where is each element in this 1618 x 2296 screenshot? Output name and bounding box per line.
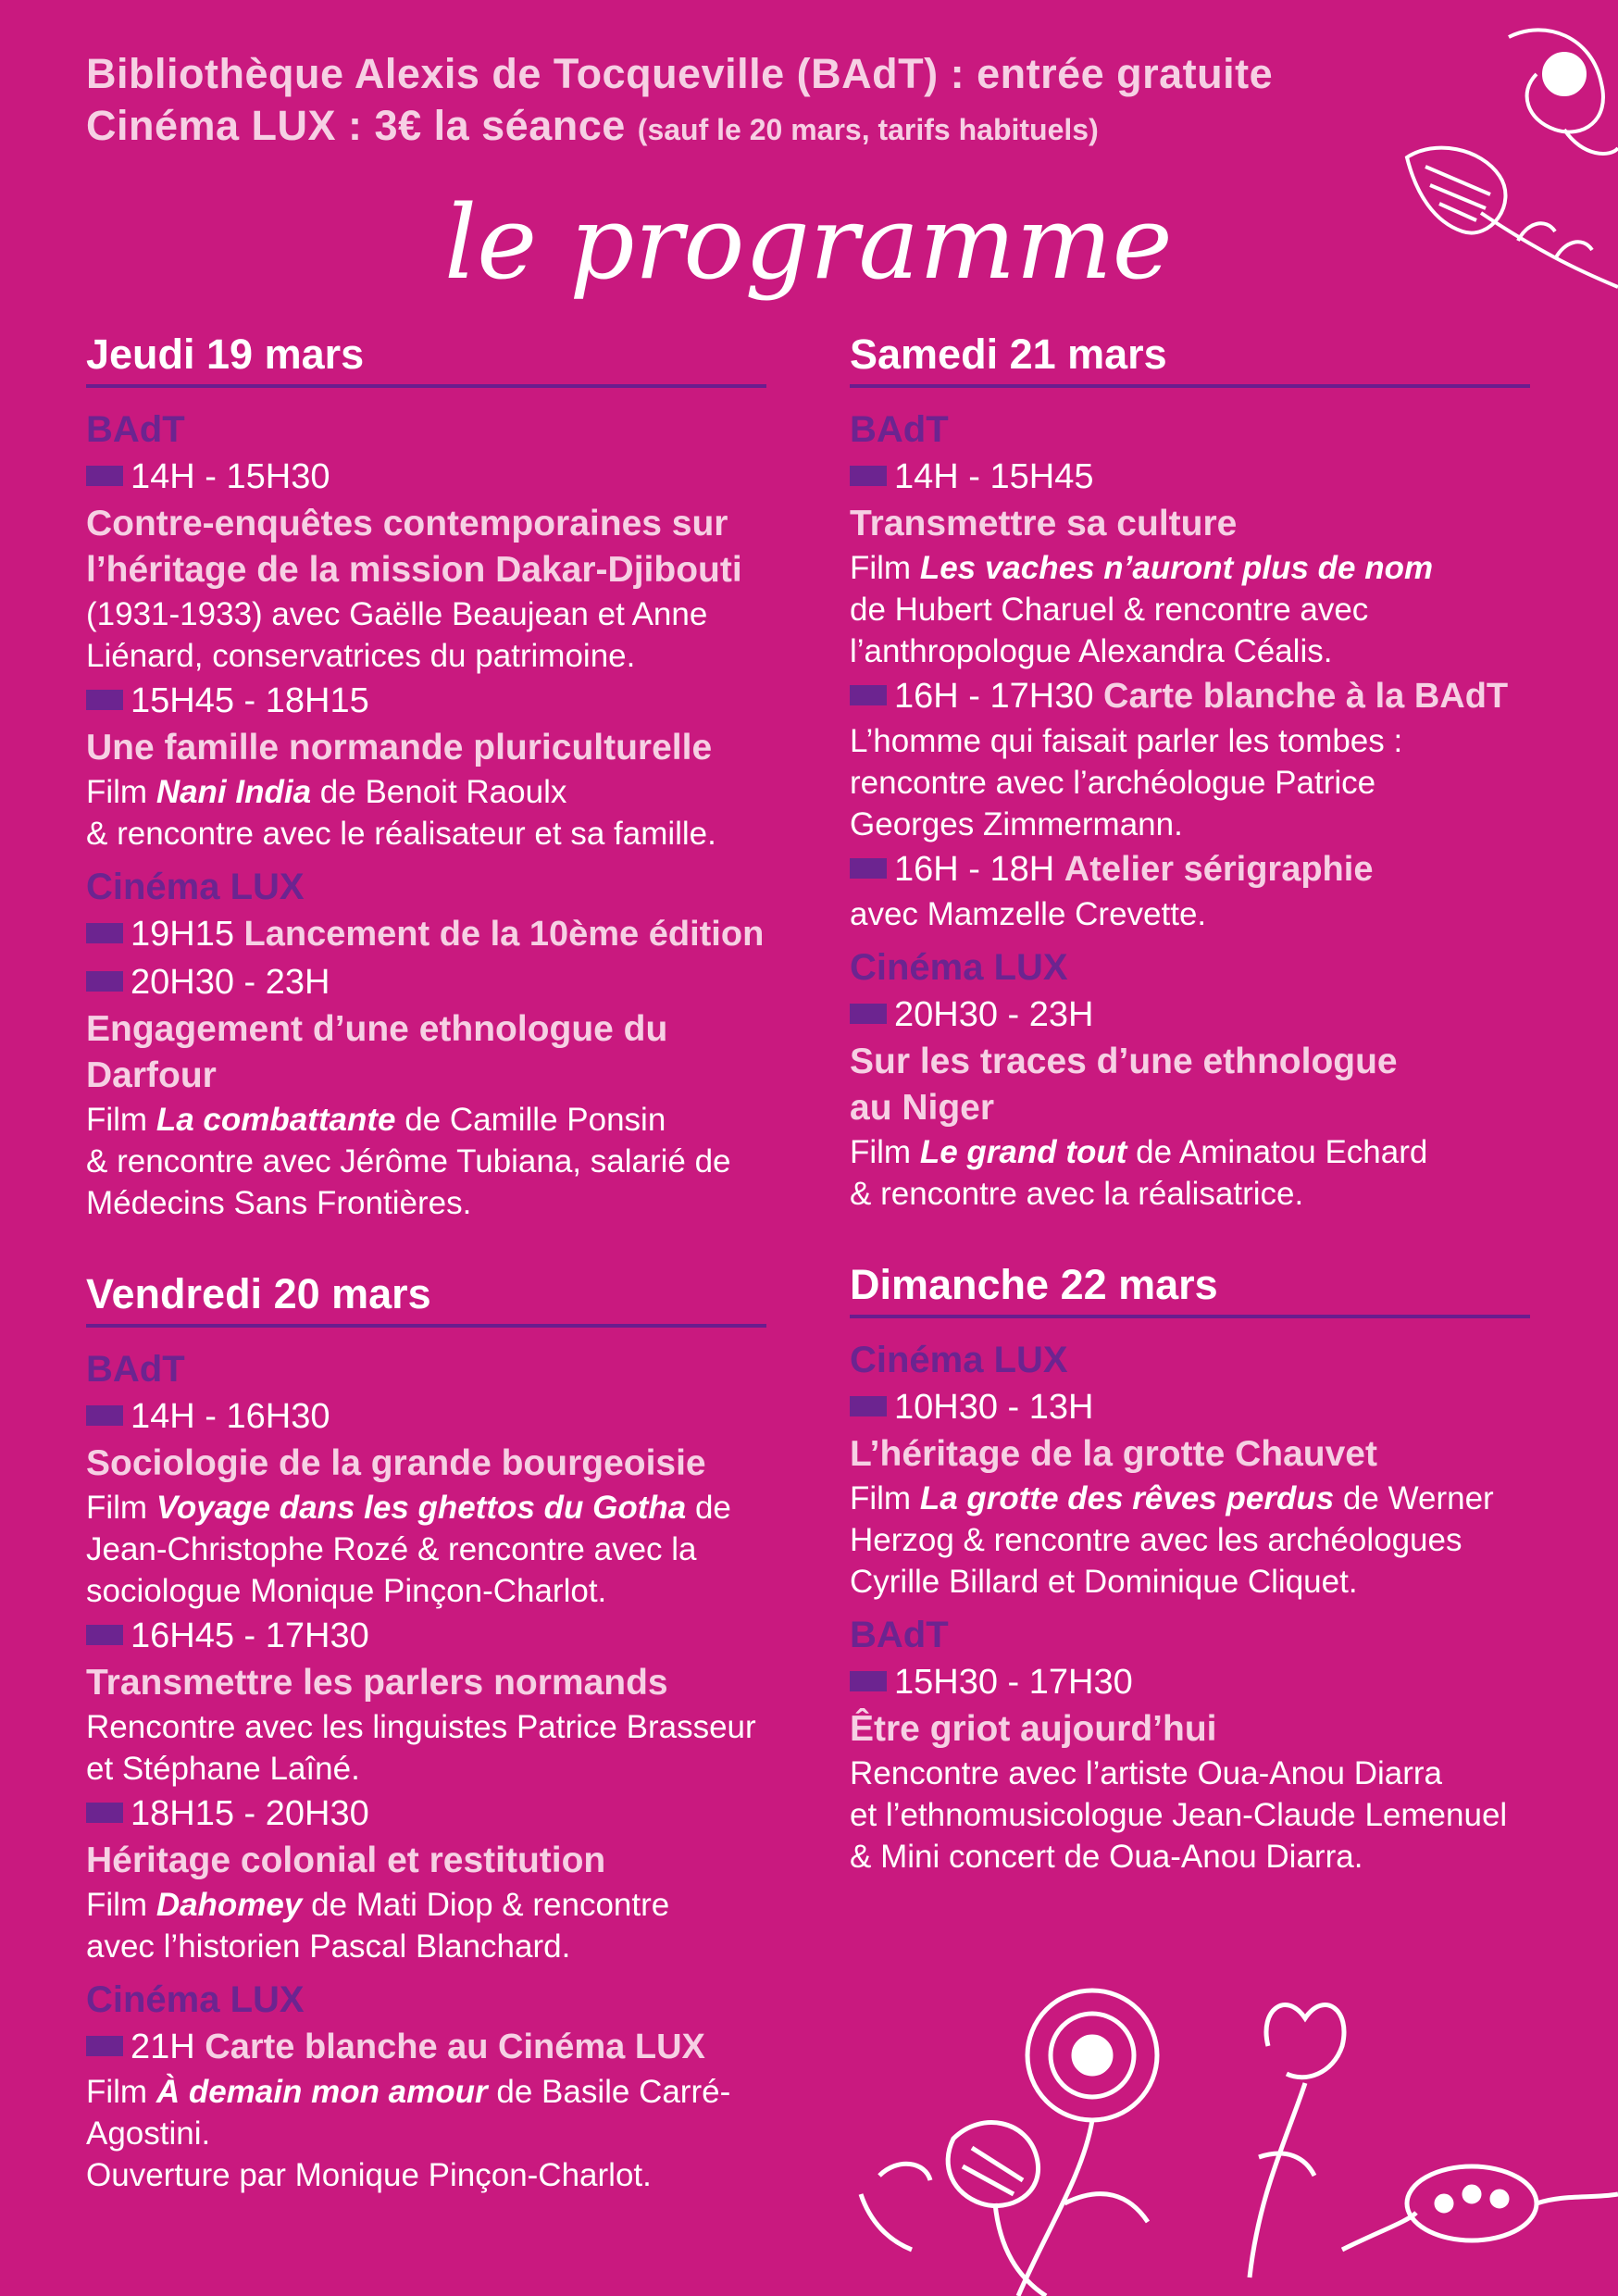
event-time: [850, 845, 1530, 893]
cinema-price: Cinéma LUX : 3€ la séance: [86, 102, 626, 149]
film-suffix: de: [686, 1490, 731, 1526]
venue-label: Cinéma LUX: [86, 867, 305, 907]
event-title: Sur les traces d’une ethnologue: [850, 1042, 1398, 1081]
event-description: & rencontre avec la réalisatrice.: [850, 1176, 1304, 1212]
event-title: Être griot aujourd’hui: [850, 1709, 1217, 1749]
event-description: & rencontre avec le réalisateur et sa famille.: [86, 816, 716, 852]
event-description: avec l’historien Pascal Blanchard.: [86, 1928, 571, 1965]
film-prefix: Film: [850, 550, 920, 586]
header-line-library: Bibliothèque Alexis de Tocqueville (BAdT) : entrée gratuite: [86, 50, 1274, 97]
time-text: 16H45 - 17H30: [131, 1616, 369, 1655]
time-text: 18H15 - 20H30: [131, 1794, 369, 1833]
film-prefix: Film: [86, 1490, 156, 1526]
film-prefix: Film: [86, 1887, 156, 1923]
event-description: Jean-Christophe Rozé & rencontre avec la: [86, 1531, 697, 1567]
event-description: sociologue Monique Pinçon-Charlot.: [86, 1573, 607, 1609]
event-title: Engagement d’une ethnologue du Darfour: [86, 1009, 668, 1095]
venue-label: BAdT: [850, 1615, 949, 1655]
film-suffix: de Aminatou Echard: [1126, 1134, 1428, 1170]
venue-label: BAdT: [86, 1349, 185, 1390]
event-description: Rencontre avec l’artiste Oua-Anou Diarra: [850, 1755, 1443, 1791]
film-suffix: de Mati Diop & rencontre: [302, 1887, 670, 1923]
time-marker-icon: [86, 466, 123, 486]
film-suffix: de Camille Ponsin: [395, 1102, 666, 1138]
time-text: 14H - 16H30: [131, 1397, 330, 1436]
time-marker-icon: [850, 858, 887, 879]
event-description: Médecins Sans Frontières.: [86, 1185, 472, 1221]
film-title: Le grand tout: [919, 1134, 1127, 1170]
event-description: Rencontre avec les linguistes Patrice Brasseur: [86, 1709, 756, 1745]
event-title: au Niger: [850, 1088, 995, 1128]
time-text: 20H30 - 23H: [131, 963, 330, 1002]
day-heading: Vendredi 20 mars: [86, 1268, 766, 1328]
time-marker-icon: [850, 1004, 887, 1024]
event-description: [86, 1884, 766, 1926]
event-time: [850, 1658, 1530, 1706]
venue-label: Cinéma LUX: [850, 1340, 1068, 1380]
script-title-text: le programme: [444, 183, 1173, 302]
event-time: [86, 1392, 766, 1441]
time-marker-icon: [86, 923, 123, 943]
header: [86, 48, 1419, 156]
event-description: et Stéphane Laîné.: [86, 1751, 360, 1787]
event-title: Contre-enquêtes contemporaines sur: [86, 504, 728, 543]
event-description: [86, 771, 766, 813]
event-description: Herzog & rencontre avec les archéologues: [850, 1522, 1462, 1558]
venue-label: Cinéma LUX: [850, 947, 1068, 988]
event-description: Cyrille Billard et Dominique Cliquet.: [850, 1564, 1358, 1600]
event-time: [86, 958, 766, 1006]
column-right: [850, 329, 1530, 1878]
film-title: Les vaches n’auront plus de nom: [919, 550, 1434, 586]
time-marker-icon: [86, 971, 123, 992]
event-description: & rencontre avec Jérôme Tubiana, salarié de: [86, 1143, 731, 1179]
cinema-price-note: (sauf le 20 mars, tarifs habituels): [637, 113, 1099, 146]
event-title: L’héritage de la grotte Chauvet: [850, 1434, 1377, 1474]
event-description: rencontre avec l’archéologue Patrice: [850, 765, 1376, 801]
event-description: [86, 1099, 766, 1141]
event-title: Lancement de la 10ème édition: [243, 915, 765, 954]
day-heading: Samedi 21 mars: [850, 329, 1530, 388]
event-description: [850, 547, 1530, 589]
event-title: Héritage colonial et restitution: [86, 1841, 606, 1880]
event-description: l’anthropologue Alexandra Céalis.: [850, 633, 1333, 669]
time-marker-icon: [850, 466, 887, 486]
header-line-cinema: [86, 100, 1419, 156]
film-prefix: Film: [86, 1102, 156, 1138]
time-text: 14H - 15H30: [131, 457, 330, 496]
event-description: Agostini.: [86, 2115, 211, 2152]
event-description: de Hubert Charuel & rencontre avec: [850, 592, 1369, 628]
event-title: l’héritage de la mission Dakar-Djibouti: [86, 550, 742, 590]
venue-label: BAdT: [850, 409, 949, 450]
film-prefix: Film: [86, 2074, 156, 2110]
time-text: 10H30 - 13H: [894, 1388, 1094, 1427]
film-suffix: de Werner: [1334, 1480, 1494, 1516]
day-heading: Dimanche 22 mars: [850, 1259, 1530, 1318]
event-description: [86, 2071, 766, 2113]
time-marker-icon: [86, 2036, 123, 2056]
film-title: La grotte des rêves perdus: [919, 1480, 1335, 1516]
event-title: Atelier sérigraphie: [1064, 850, 1374, 889]
film-title: La combattante: [156, 1102, 396, 1138]
event-time: [86, 910, 766, 958]
event-time: [850, 1383, 1530, 1431]
time-marker-icon: [850, 685, 887, 705]
day-heading: Jeudi 19 mars: [86, 329, 766, 388]
time-marker-icon: [850, 1671, 887, 1691]
event-time: [86, 2023, 766, 2071]
event-title: Une famille normande pluriculturelle: [86, 728, 713, 767]
event-title: Carte blanche au Cinéma LUX: [205, 2028, 705, 2066]
event-title: Transmettre les parlers normands: [86, 1663, 668, 1703]
film-title: Voyage dans les ghettos du Gotha: [156, 1490, 687, 1526]
time-marker-icon: [86, 1803, 123, 1823]
event-description: [850, 1131, 1530, 1173]
venue-label: Cinéma LUX: [86, 1979, 305, 2020]
event-description: [850, 1478, 1530, 1519]
event-description: & Mini concert de Oua-Anou Diarra.: [850, 1839, 1363, 1875]
time-text: 19H15: [131, 915, 234, 954]
event-time: [86, 453, 766, 501]
event-time: [86, 677, 766, 725]
flower-illustration-bottom: [824, 1972, 1618, 2296]
event-title: Carte blanche à la BAdT: [1103, 677, 1509, 716]
film-title: À demain mon amour: [156, 2074, 488, 2110]
time-text: 15H30 - 17H30: [894, 1663, 1133, 1702]
time-marker-icon: [850, 1396, 887, 1416]
event-description: (1931-1933) avec Gaëlle Beaujean et Anne: [86, 596, 708, 632]
time-text: 16H - 18H: [894, 850, 1055, 889]
event-description: avec Mamzelle Crevette.: [850, 896, 1207, 932]
event-description: Georges Zimmermann.: [850, 806, 1183, 842]
time-marker-icon: [86, 1625, 123, 1645]
event-time: [850, 991, 1530, 1039]
film-suffix: de Benoit Raoulx: [311, 774, 567, 810]
time-text: 21H: [131, 2028, 195, 2066]
script-title: [435, 157, 1176, 343]
event-description: L’homme qui faisait parler les tombes :: [850, 723, 1403, 759]
event-description: Ouverture par Monique Pinçon-Charlot.: [86, 2157, 652, 2193]
time-marker-icon: [86, 1405, 123, 1426]
event-description: Liénard, conservatrices du patrimoine.: [86, 638, 636, 674]
film-prefix: Film: [850, 1480, 920, 1516]
event-title: Sociologie de la grande bourgeoisie: [86, 1443, 706, 1483]
event-description: [86, 1487, 766, 1529]
film-title: Nani India: [156, 774, 312, 810]
column-left: [86, 329, 766, 2196]
film-prefix: Film: [850, 1134, 920, 1170]
film-prefix: Film: [86, 774, 156, 810]
flower-illustration-top-right: [1379, 9, 1618, 324]
time-marker-icon: [86, 690, 123, 710]
event-time: [86, 1790, 766, 1838]
event-time: [86, 1612, 766, 1660]
event-title: Transmettre sa culture: [850, 504, 1238, 543]
event-description: et l’ethnomusicologue Jean-Claude Lemenuel: [850, 1797, 1508, 1833]
event-time: [850, 672, 1530, 720]
time-text: 14H - 15H45: [894, 457, 1094, 496]
time-text: 20H30 - 23H: [894, 995, 1094, 1034]
time-text: 16H - 17H30: [894, 677, 1094, 716]
venue-label: BAdT: [86, 409, 185, 450]
event-time: [850, 453, 1530, 501]
film-suffix: de Basile Carré-: [487, 2074, 731, 2110]
film-title: Dahomey: [156, 1887, 303, 1923]
time-text: 15H45 - 18H15: [131, 681, 369, 720]
